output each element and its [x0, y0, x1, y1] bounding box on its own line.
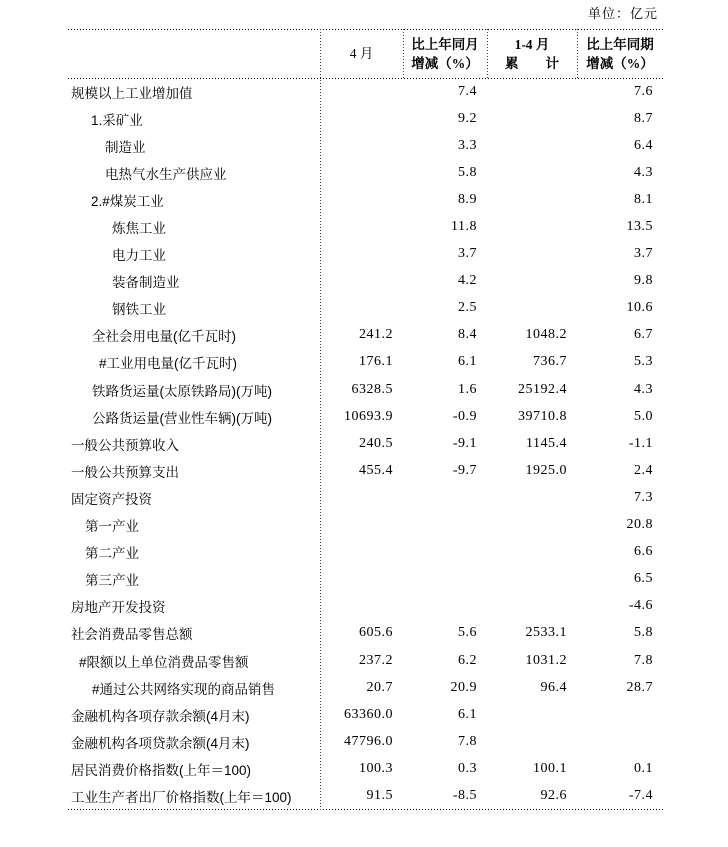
cell-value: 6.1 [458, 354, 477, 370]
table-header [68, 29, 663, 78]
cell-value: 4.3 [634, 164, 653, 180]
row-label: 钢铁工业 [112, 302, 166, 318]
row-label: 社会消费品零售总额 [71, 627, 193, 643]
row-label: #通过公共网络实现的商品销售 [92, 681, 276, 697]
row-label: 金融机构各项存款余额(4月末) [71, 708, 250, 724]
cell-value: 20.9 [450, 679, 477, 695]
cell-value: 1031.2 [525, 652, 567, 668]
cell-value: 176.1 [359, 354, 393, 370]
table-top-border [68, 29, 663, 30]
table-row [68, 593, 663, 620]
cell-value: 47796.0 [344, 733, 393, 749]
row-label: 第二产业 [85, 546, 139, 562]
row-label: 一般公共预算收入 [71, 437, 179, 453]
table-row [68, 241, 663, 268]
row-label: 规模以上工业增加值 [71, 85, 193, 101]
cell-value: 63360.0 [344, 706, 393, 722]
cell-value: -9.1 [452, 435, 477, 451]
cell-value: 5.3 [634, 354, 653, 370]
table-row [68, 647, 663, 674]
cell-value: 455.4 [359, 462, 393, 478]
table-row [68, 701, 663, 728]
cell-value: 6.5 [634, 571, 653, 587]
row-label: 居民消费价格指数(上年＝100) [71, 762, 252, 778]
cell-value: 4.2 [458, 273, 477, 289]
cell-value: 7.6 [634, 83, 653, 99]
cell-value: 100.3 [359, 760, 393, 776]
cell-value: 5.6 [458, 625, 477, 641]
cell-value: 6.6 [634, 544, 653, 560]
cell-value: 2.4 [634, 462, 653, 478]
cell-value: 7.8 [458, 733, 477, 749]
cell-value: -9.7 [452, 462, 477, 478]
cell-value: 8.1 [634, 191, 653, 207]
cell-value: 1925.0 [525, 462, 567, 478]
cell-value: 6328.5 [351, 381, 393, 397]
row-label: 电力工业 [112, 248, 166, 264]
row-label: 2.#煤炭工业 [91, 193, 164, 209]
cell-value: 2533.1 [525, 625, 567, 641]
table-body [68, 78, 663, 810]
cell-value: 241.2 [359, 327, 393, 343]
table-row [68, 484, 663, 511]
cell-value: -7.4 [628, 787, 653, 803]
row-label: 第三产业 [85, 573, 139, 589]
cell-value: 736.7 [533, 354, 567, 370]
cell-value: 92.6 [540, 787, 567, 803]
cell-value: 5.8 [634, 625, 653, 641]
header-cell-april [320, 29, 403, 78]
cell-value: 6.7 [634, 327, 653, 343]
cell-value: 91.5 [366, 787, 393, 803]
column-separator-main [320, 29, 321, 810]
cell-value: 39710.8 [518, 408, 567, 424]
table-row [68, 566, 663, 593]
cell-value: 3.7 [634, 246, 653, 262]
row-label: 一般公共预算支出 [71, 464, 179, 480]
cell-value: 20.8 [626, 517, 653, 533]
row-label: 工业生产者出厂价格指数(上年＝100) [71, 789, 292, 805]
row-label: 固定资产投资 [71, 491, 152, 507]
cell-value: 8.7 [634, 110, 653, 126]
table-row [68, 403, 663, 430]
table-row [68, 782, 663, 809]
cell-value: 5.8 [458, 164, 477, 180]
cell-value: 7.4 [458, 83, 477, 99]
header-column-separator [403, 29, 404, 78]
cell-value: 9.2 [458, 110, 477, 126]
table-row [68, 132, 663, 159]
row-label: 装备制造业 [112, 275, 180, 291]
header-line: 4 月 [349, 46, 374, 61]
row-label: #工业用电量(亿千瓦时) [99, 356, 237, 372]
cell-value: 1048.2 [525, 327, 567, 343]
cell-value: 6.4 [634, 137, 653, 153]
cell-value: -1.1 [628, 435, 653, 451]
table-row [68, 539, 663, 566]
cell-value: 10693.9 [344, 408, 393, 424]
cell-value: 8.9 [458, 191, 477, 207]
cell-value: 100.1 [533, 760, 567, 776]
table-row [68, 755, 663, 782]
header-cell-mom-change [403, 29, 487, 78]
row-label: 铁路货运量(太原铁路局)(万吨) [92, 383, 272, 399]
cell-value: 11.8 [451, 219, 477, 235]
cell-value: 240.5 [359, 435, 393, 451]
table-row [68, 457, 663, 484]
table-row [68, 186, 663, 213]
table-row [68, 728, 663, 755]
header-line: 增减（%） [411, 55, 479, 71]
row-label: #限额以上单位消费品零售额 [79, 654, 249, 670]
cell-value: 3.7 [458, 246, 477, 262]
header-cell-cumulative [487, 29, 577, 78]
table-row [68, 620, 663, 647]
table-row [68, 349, 663, 376]
cell-value: 13.5 [626, 219, 653, 235]
header-line: 增减（%） [586, 55, 654, 71]
header-cell-yoy-change [577, 29, 663, 78]
header-line: 比上年同月 [411, 36, 479, 52]
cell-value: 10.6 [626, 300, 653, 316]
table-row [68, 159, 663, 186]
cell-value: 3.3 [458, 137, 477, 153]
row-label: 电热气水生产供应业 [105, 166, 227, 182]
row-label: 房地产开发投资 [71, 600, 166, 616]
cell-value: 605.6 [359, 625, 393, 641]
table-row [68, 295, 663, 322]
header-column-separator [487, 29, 488, 78]
statistics-table [68, 29, 663, 810]
cell-value: 4.3 [634, 381, 653, 397]
cell-value: 8.4 [458, 327, 477, 343]
cell-value: 6.2 [458, 652, 477, 668]
table-row [68, 213, 663, 240]
row-label: 全社会用电量(亿千瓦时) [92, 329, 236, 345]
row-label: 制造业 [105, 139, 146, 155]
cell-value: 0.3 [458, 760, 477, 776]
cell-value: 1145.4 [526, 435, 567, 451]
header-bottom-border [68, 78, 663, 79]
table-row [68, 105, 663, 132]
cell-value: 28.7 [626, 679, 653, 695]
table-bottom-border [68, 809, 663, 810]
header-column-separator [577, 29, 578, 78]
cell-value: 7.3 [634, 489, 653, 505]
cell-value: 237.2 [359, 652, 393, 668]
cell-value: -8.5 [452, 787, 477, 803]
cell-value: 20.7 [366, 679, 393, 695]
row-label: 第一产业 [85, 519, 139, 535]
header-cell-empty [68, 29, 320, 78]
table-row [68, 674, 663, 701]
cell-value: 6.1 [458, 706, 477, 722]
cell-value: 1.6 [458, 381, 477, 397]
cell-value: 5.0 [634, 408, 653, 424]
header-line: 1-4 月 [514, 36, 550, 52]
cell-value: 7.8 [634, 652, 653, 668]
row-label: 炼焦工业 [112, 221, 166, 237]
cell-value: 96.4 [540, 679, 567, 695]
cell-value: 9.8 [634, 273, 653, 289]
table-row [68, 78, 663, 105]
unit-label: 单位：亿元 [587, 6, 658, 21]
table-row [68, 322, 663, 349]
row-label: 公路货运量(营业性车辆)(万吨) [92, 410, 272, 426]
row-label: 金融机构各项贷款余额(4月末) [71, 735, 250, 751]
header-line: 比上年同期 [586, 36, 654, 52]
table-row [68, 376, 663, 403]
header-line: 累 计 [505, 55, 559, 71]
table-row [68, 430, 663, 457]
cell-value: -0.9 [452, 408, 477, 424]
cell-value: 2.5 [458, 300, 477, 316]
table-row [68, 512, 663, 539]
cell-value: 0.1 [634, 760, 653, 776]
cell-value: 25192.4 [518, 381, 567, 397]
cell-value: -4.6 [628, 598, 653, 614]
row-label: 1.采矿业 [91, 112, 143, 128]
table-row [68, 268, 663, 295]
